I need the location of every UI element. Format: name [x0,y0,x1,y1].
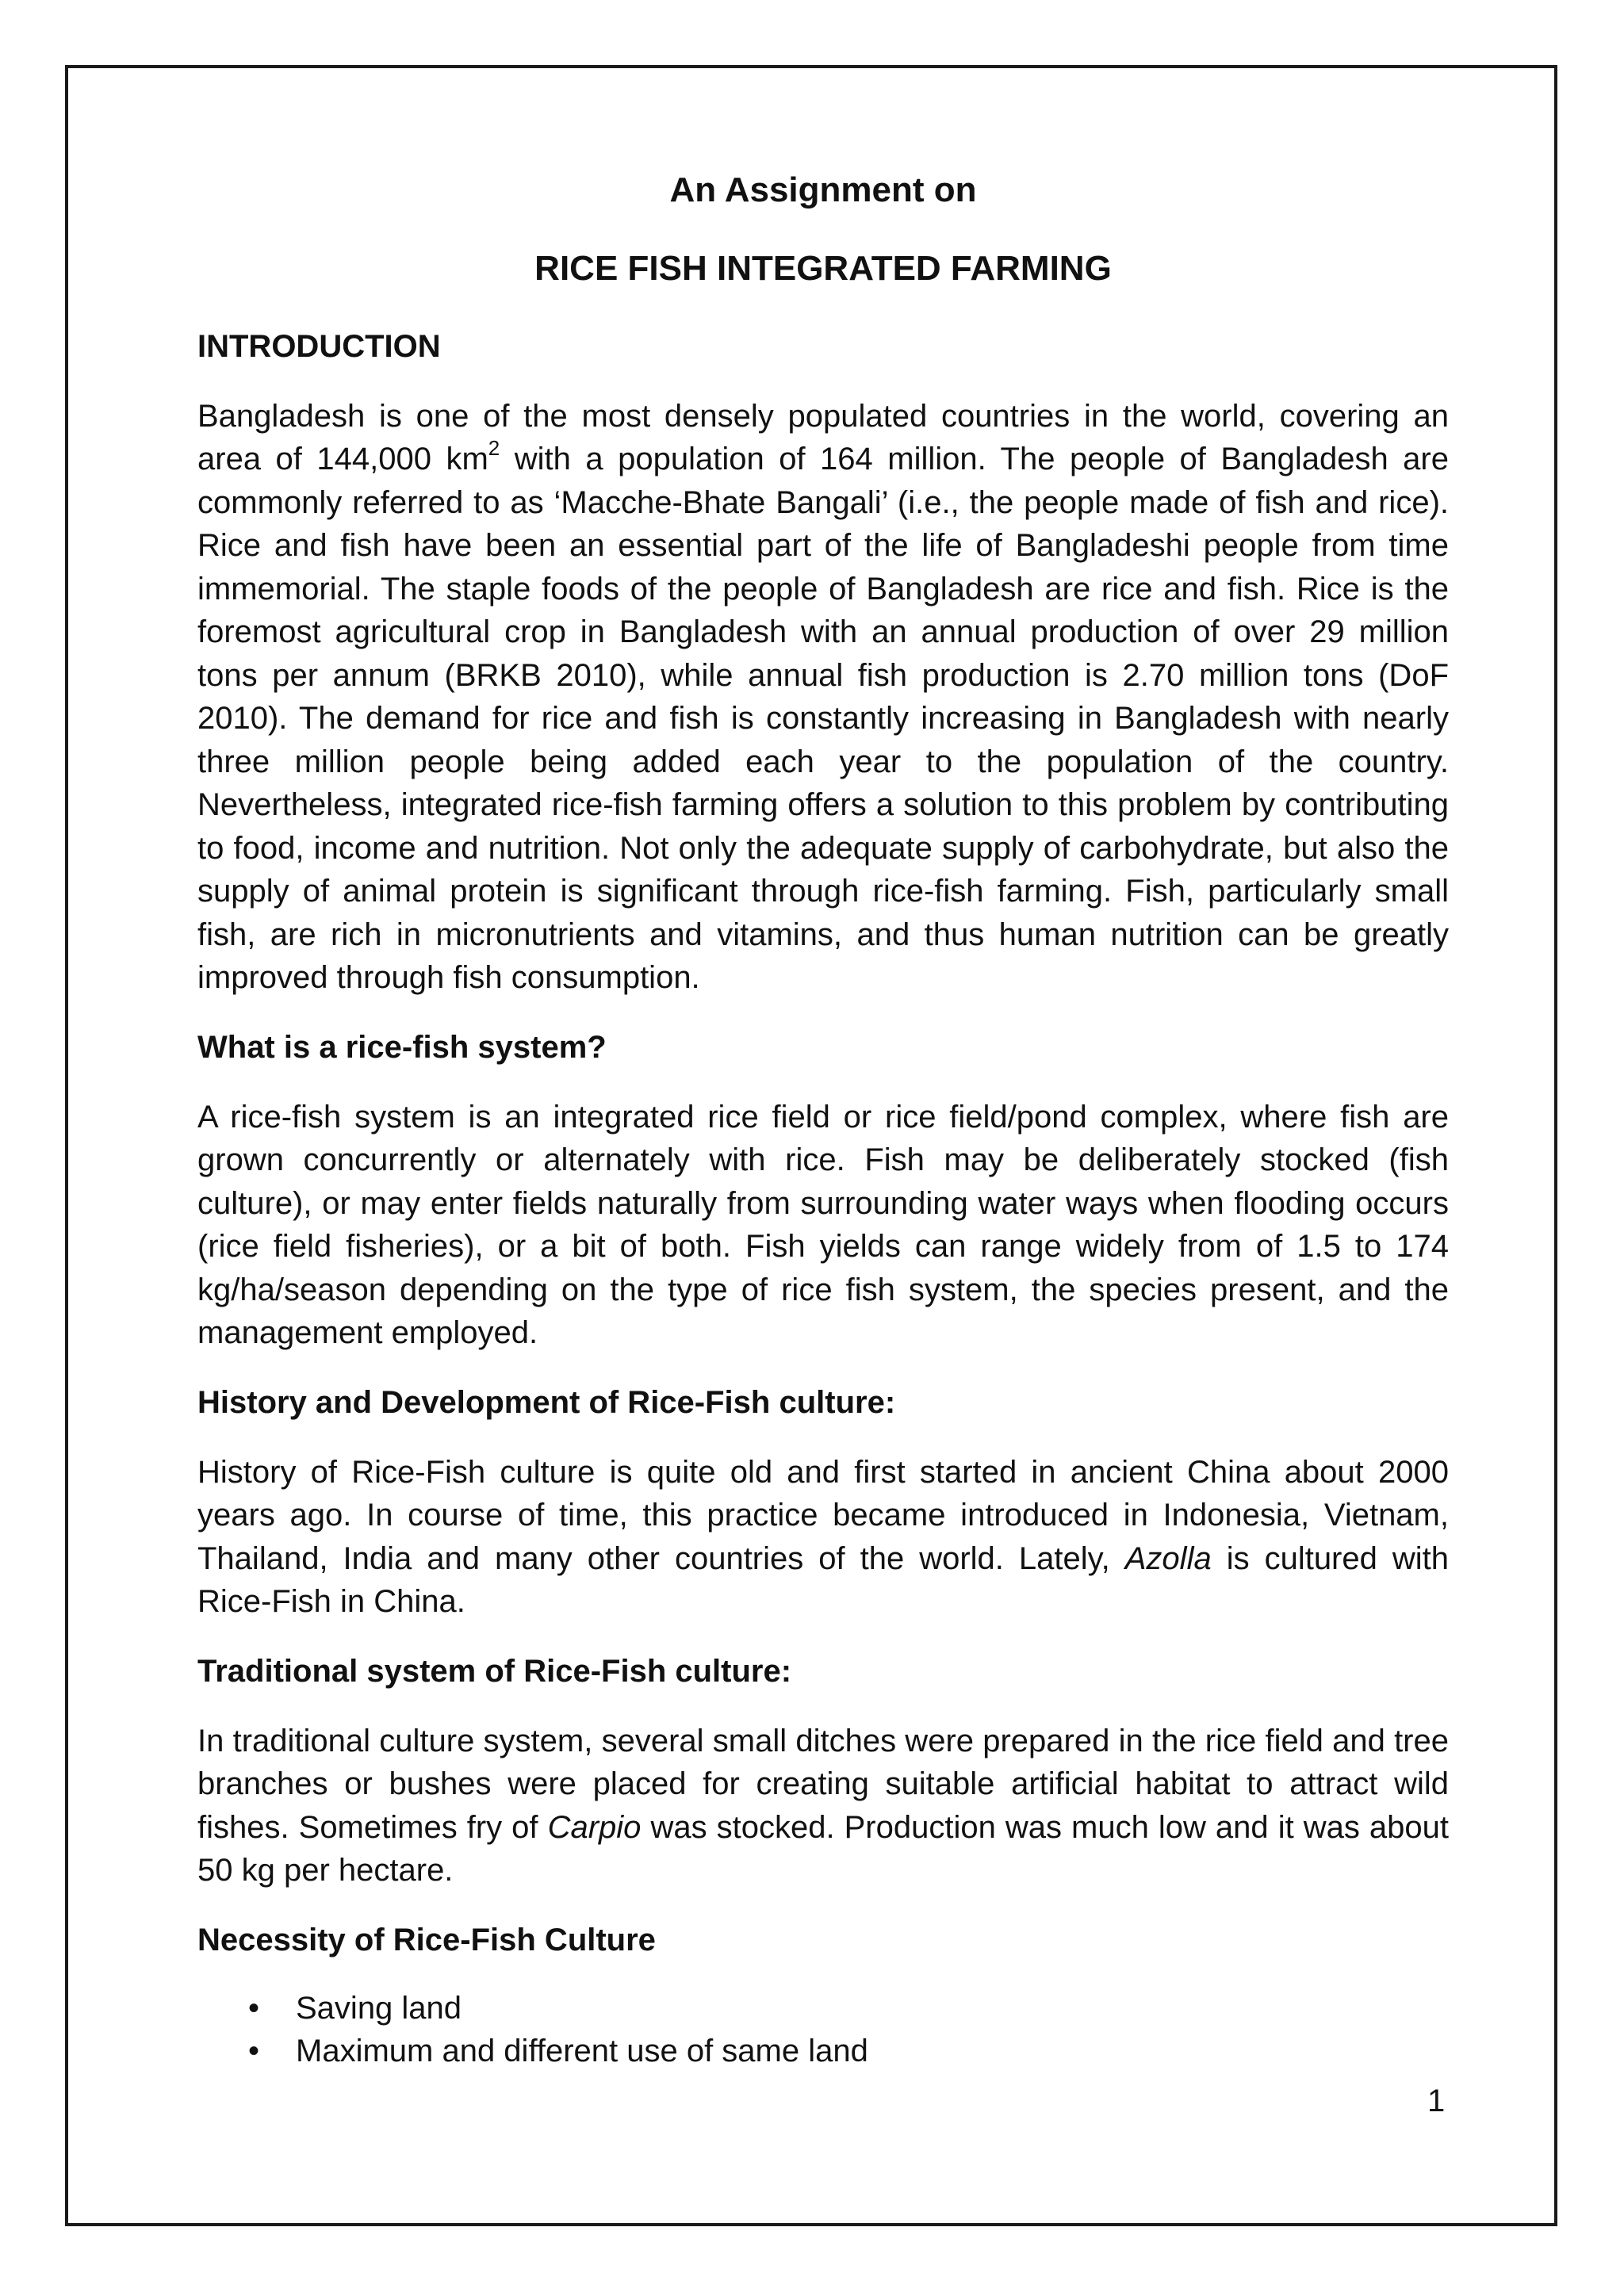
introduction-text-part1: Bangladesh is one of the most densely populated countries in the world, covering an area of 144,000 km [197,398,1449,477]
list-item-text: Maximum and different use of same land [296,2034,868,2069]
traditional-text-part1: In traditional culture system, several small ditches were prepared in the rice field and tree branches or bushes were placed for creating suitable artificial habitat to attract wild fishes. Sometimes fry of [197,1723,1449,1845]
document-body [197,170,1449,2073]
list-item [197,2030,1449,2073]
list-item [197,1987,1449,2030]
introduction-paragraph [197,395,1449,1000]
history-text-part2: is cultured with Rice-Fish in China. [197,1540,1449,1620]
bullet-icon: • [248,2034,260,2069]
traditional-paragraph [197,1720,1449,1892]
carpio-term: Carpio [547,1809,642,1845]
traditional-text-part2: was stocked. Production was much low and it was about 50 kg per hectare. [197,1809,1449,1888]
what-is-heading: What is a rice-fish system? [197,1029,607,1065]
necessity-heading: Necessity of Rice-Fish Culture [197,1922,656,1957]
history-text-part1: History of Rice-Fish culture is quite old and first started in ancient China about 2000 years ago. In course of time, this practice became introduced in Indonesia, Vietnam, Thailand, India and many other countries of the world. Lately, [197,1454,1449,1576]
azolla-term: Azolla [1124,1540,1212,1576]
traditional-heading: Traditional system of Rice-Fish culture: [197,1653,792,1689]
list-item-text: Saving land [296,1990,462,2026]
document-title: An Assignment on [669,170,977,209]
necessity-list [197,1987,1449,2073]
introduction-text-part2: with a population of 164 million. The people of Bangladesh are commonly referred to as ‘Macche-Bhate Bangali’ (i.e., the people made of fish and rice). Rice and fish have been an essential part of the life of Bangladeshi people from time immemorial. The staple foods of the people of Bangladesh are rice and fish. Rice is the foremost agricultural crop in Bangladesh with an annual production of over 29 million tons per annum (BRKB 2010), while annual fish production is 2.70 million tons (DoF 2010). The demand for rice and fish is constantly increasing in Bangladesh with nearly three million people being added each year to the population of the country. Nevertheless, integrated rice-fish farming offers a solution to this problem by contributing to food, income and nutrition. Not only the adequate supply of carbohydrate, but also the supply of animal protein is significant through rice-fish farming. Fish, particularly small fish, are rich in micronutrients and vitamins, and thus human nutrition can be greatly improved through fish consumption. [197,442,1449,996]
area-superscript: 2 [488,435,500,460]
history-heading: History and Development of Rice-Fish culture: [197,1384,896,1420]
page-number: 1 [1427,2084,1446,2118]
introduction-heading: INTRODUCTION [197,328,441,364]
bullet-icon: • [248,1990,260,2026]
history-paragraph [197,1451,1449,1624]
document-subtitle: RICE FISH INTEGRATED FARMING [534,248,1112,288]
what-is-paragraph: A rice-fish system is an integrated rice field or rice field/pond complex, where fish are grown concurrently or alternately with rice. Fish may be deliberately stocked (fish culture), or may enter fields naturally from surrounding water ways when flooding occurs (rice field fisheries), or a bit of both. Fish yields can range widely from of 1.5 to 174 kg/ha/season depending on the type of rice fish system, the species present, and the management employed. [197,1099,1449,1351]
